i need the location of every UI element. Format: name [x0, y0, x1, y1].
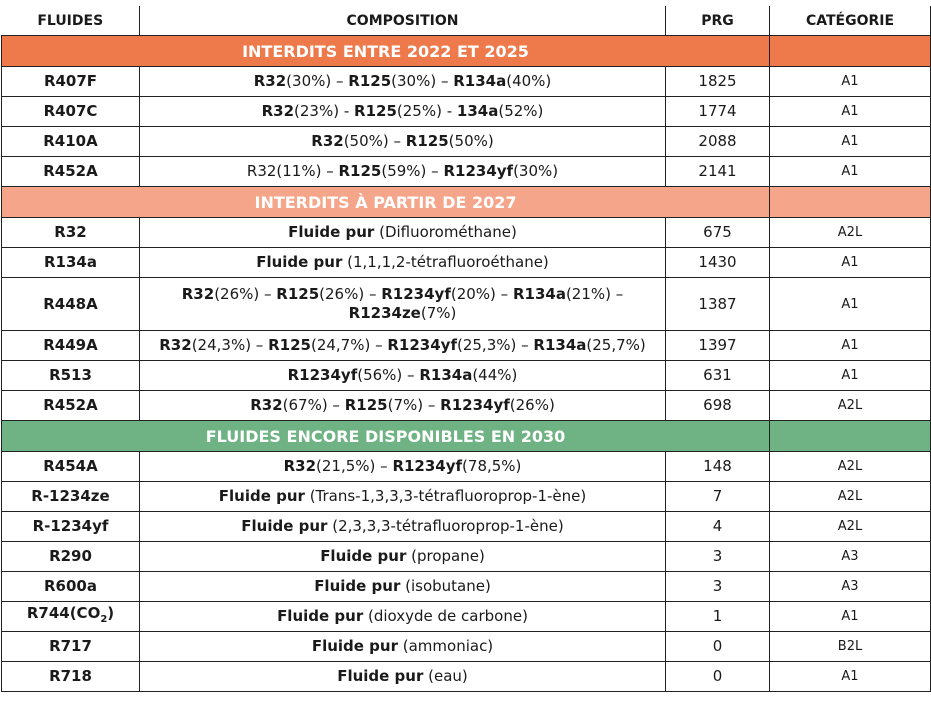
- category-value: A1: [770, 278, 931, 331]
- composition: [140, 482, 666, 512]
- fluid-name: [2, 361, 140, 391]
- composition: [140, 157, 666, 187]
- section-title-spacer: [770, 421, 931, 452]
- fluid-name: [2, 482, 140, 512]
- fluid-code: R410A: [43, 132, 98, 150]
- component-name: R32: [159, 336, 192, 354]
- fluid-name: [2, 512, 140, 542]
- fluid-code: R600a: [44, 577, 97, 595]
- table-row: [2, 97, 931, 127]
- composition: [140, 512, 666, 542]
- fluid-name: [2, 278, 140, 331]
- fluid-code: R134a: [44, 253, 97, 271]
- prg-value: 0: [666, 662, 770, 692]
- fluid-name: [2, 248, 140, 278]
- prg-value: 1397: [666, 331, 770, 361]
- component-name: R32: [283, 457, 317, 475]
- category-value: A1: [770, 331, 931, 361]
- fluid-name: [2, 542, 140, 572]
- fluid-name: [2, 67, 140, 97]
- category-value: A3: [770, 542, 931, 572]
- prg-value: 3: [666, 542, 770, 572]
- prg-value: 3: [666, 572, 770, 602]
- component-text: (7%) –: [387, 396, 441, 414]
- fluid-name: [2, 572, 140, 602]
- table-row: [2, 331, 931, 361]
- section-title: INTERDITS ENTRE 2022 ET 2025: [2, 36, 770, 67]
- composition: [140, 602, 666, 632]
- category-value: A1: [770, 361, 931, 391]
- table-row: [2, 662, 931, 692]
- header-categorie: CATÉGORIE: [770, 6, 931, 36]
- component-text: (26%): [509, 396, 555, 414]
- component-name: R32: [181, 285, 215, 303]
- prg-value: 1387: [666, 278, 770, 331]
- component-text: (26%) –: [214, 285, 277, 303]
- fluid-code: R452A: [43, 396, 98, 414]
- prg-value: 698: [666, 391, 770, 421]
- table-row: [2, 248, 931, 278]
- fluid-name: [2, 452, 140, 482]
- section-title-spacer: [770, 36, 931, 67]
- component-text: (21,5%) –: [316, 457, 393, 475]
- category-value: A2L: [770, 452, 931, 482]
- component-text: (78,5%): [462, 457, 522, 475]
- fluid-code: R449A: [43, 336, 98, 354]
- component-text: (25,3%) –: [456, 336, 534, 354]
- category-value: A1: [770, 602, 931, 632]
- component-name: R125: [276, 285, 320, 303]
- prg-value: 2141: [666, 157, 770, 187]
- component-name: R134a: [533, 336, 587, 354]
- fluid-name: [2, 662, 140, 692]
- component-name: Fluide pur: [277, 607, 364, 625]
- composition: [140, 361, 666, 391]
- header-fluides: FLUIDES: [2, 6, 140, 36]
- prg-value: 1774: [666, 97, 770, 127]
- fluid-code: R-1234ze: [31, 487, 110, 505]
- component-text: (44%): [472, 366, 518, 384]
- component-name: R125: [354, 102, 397, 120]
- section-title-spacer: [770, 187, 931, 218]
- fluid-name: [2, 602, 140, 632]
- fluid-code: R290: [49, 547, 92, 565]
- component-name: R125: [344, 396, 388, 414]
- table-body: [2, 36, 931, 692]
- category-value: A1: [770, 157, 931, 187]
- component-name: Fluide pur: [241, 517, 328, 535]
- header-composition: COMPOSITION: [140, 6, 666, 36]
- table-row: [2, 278, 931, 331]
- component-name: R32: [250, 396, 283, 414]
- fluid-name: [2, 97, 140, 127]
- composition: [140, 278, 666, 331]
- component-text: (67%) –: [282, 396, 345, 414]
- component-text: (propane): [406, 547, 485, 565]
- component-text: (59%) –: [381, 162, 444, 180]
- component-text: (ammoniac): [397, 637, 494, 655]
- component-name: R1234yf: [443, 162, 514, 180]
- composition: [140, 218, 666, 248]
- table-row: [2, 482, 931, 512]
- fluid-code: R744(CO: [26, 604, 101, 622]
- composition: [140, 248, 666, 278]
- composition: [140, 572, 666, 602]
- section-title: INTERDITS À PARTIR DE 2027: [2, 187, 770, 218]
- component-text: (21%) –: [565, 285, 624, 303]
- fluid-code-end: ): [107, 604, 115, 622]
- section-title: FLUIDES ENCORE DISPONIBLES EN 2030: [2, 421, 770, 452]
- component-name: Fluide pur: [218, 487, 305, 505]
- component-text: (23%) -: [294, 102, 355, 120]
- component-name: Fluide pur: [288, 223, 375, 241]
- fluid-code: R407C: [43, 102, 98, 120]
- category-value: A2L: [770, 218, 931, 248]
- component-text: (dioxyde de carbone): [363, 607, 528, 625]
- table-row: [2, 127, 931, 157]
- fluid-code: R454A: [43, 457, 98, 475]
- component-name: R32: [311, 132, 344, 150]
- category-value: A1: [770, 67, 931, 97]
- component-name: R134a: [453, 72, 507, 90]
- prg-value: 675: [666, 218, 770, 248]
- table-row: [2, 452, 931, 482]
- fluid-code: R513: [49, 366, 92, 384]
- table-row: [2, 512, 931, 542]
- component-text: (24,7%) –: [310, 336, 388, 354]
- component-text: (30%): [513, 162, 559, 180]
- table-row: [2, 361, 931, 391]
- composition: [140, 662, 666, 692]
- component-text: (eau): [423, 667, 468, 685]
- prg-value: 631: [666, 361, 770, 391]
- component-name: R1234yf: [392, 457, 463, 475]
- prg-value: 1: [666, 602, 770, 632]
- component-text: (Trans-1,3,3,3-tétrafluoroprop-1-ène): [304, 487, 587, 505]
- fluid-name: [2, 632, 140, 662]
- composition: [140, 97, 666, 127]
- component-text: (20%) –: [450, 285, 513, 303]
- component-text: (Difluorométhane): [374, 223, 517, 241]
- component-text: (40%): [506, 72, 552, 90]
- table-row: [2, 632, 931, 662]
- component-text: (25,7%): [586, 336, 646, 354]
- fluid-code: R448A: [43, 294, 98, 313]
- component-text: (26%) –: [319, 285, 382, 303]
- fluid-name: [2, 218, 140, 248]
- component-text: (7%): [420, 304, 457, 322]
- composition: [140, 331, 666, 361]
- fluid-name: [2, 331, 140, 361]
- component-text: (1,1,1,2-tétrafluoroéthane): [342, 253, 549, 271]
- table-row: [2, 391, 931, 421]
- prg-value: 2088: [666, 127, 770, 157]
- component-name: Fluide pur: [256, 253, 343, 271]
- composition: [140, 127, 666, 157]
- category-value: B2L: [770, 632, 931, 662]
- category-value: A1: [770, 97, 931, 127]
- component-name: 134a: [456, 102, 499, 120]
- component-name: R125: [268, 336, 311, 354]
- component-name: R134a: [512, 285, 566, 303]
- fluid-code: R407F: [43, 72, 98, 90]
- component-text: (24,3%) –: [191, 336, 269, 354]
- table-row: [2, 67, 931, 97]
- prg-value: 1825: [666, 67, 770, 97]
- header-prg: PRG: [666, 6, 770, 36]
- component-name: Fluide pur: [311, 637, 398, 655]
- category-value: A1: [770, 127, 931, 157]
- refrigerant-table: [1, 6, 931, 692]
- component-name: Fluide pur: [337, 667, 424, 685]
- composition: [140, 67, 666, 97]
- composition: [140, 542, 666, 572]
- fluid-name: [2, 127, 140, 157]
- category-value: A2L: [770, 482, 931, 512]
- component-text: (50%) –: [343, 132, 406, 150]
- prg-value: 1430: [666, 248, 770, 278]
- component-text: (52%): [498, 102, 544, 120]
- component-text: R32(11%) –: [246, 162, 339, 180]
- component-text: (isobutane): [400, 577, 491, 595]
- component-text: (50%): [448, 132, 494, 150]
- fluid-code: R452A: [43, 162, 98, 180]
- fluid-name: [2, 157, 140, 187]
- component-name: R1234ze: [348, 304, 421, 322]
- composition: [140, 391, 666, 421]
- component-name: R32: [253, 72, 287, 90]
- table-row: [2, 602, 931, 632]
- component-name: R125: [348, 72, 392, 90]
- category-value: A1: [770, 662, 931, 692]
- fluid-code: R718: [49, 667, 92, 685]
- component-name: R1234yf: [287, 366, 358, 384]
- header-row: [2, 6, 931, 36]
- prg-value: 0: [666, 632, 770, 662]
- composition: [140, 632, 666, 662]
- fluid-code: R-1234yf: [32, 517, 109, 535]
- component-text: (56%) –: [357, 366, 420, 384]
- category-value: A2L: [770, 512, 931, 542]
- category-value: A3: [770, 572, 931, 602]
- component-name: R1234yf: [387, 336, 457, 354]
- component-name: R125: [338, 162, 382, 180]
- fluid-code: R32: [54, 223, 87, 241]
- component-text: (30%) –: [286, 72, 349, 90]
- component-name: Fluide pur: [320, 547, 407, 565]
- fluid-name: [2, 391, 140, 421]
- category-value: A2L: [770, 391, 931, 421]
- component-name: R125: [405, 132, 449, 150]
- component-text: (25%) -: [396, 102, 457, 120]
- table-row: [2, 218, 931, 248]
- component-name: Fluide pur: [314, 577, 401, 595]
- table-row: [2, 542, 931, 572]
- prg-value: 7: [666, 482, 770, 512]
- table-row: [2, 572, 931, 602]
- prg-value: 148: [666, 452, 770, 482]
- section-header-row: [2, 421, 931, 452]
- component-text: (2,3,3,3-tétrafluoroprop-1-ène): [327, 517, 564, 535]
- component-name: R1234yf: [381, 285, 451, 303]
- composition: [140, 452, 666, 482]
- table-row: [2, 157, 931, 187]
- fluid-code: R717: [49, 637, 92, 655]
- component-name: R134a: [419, 366, 473, 384]
- component-name: R32: [261, 102, 295, 120]
- section-header-row: [2, 187, 931, 218]
- component-name: R1234yf: [440, 396, 510, 414]
- category-value: A1: [770, 248, 931, 278]
- fluid-subscript: 2: [100, 614, 108, 625]
- prg-value: 4: [666, 512, 770, 542]
- component-text: (30%) –: [391, 72, 454, 90]
- section-header-row: [2, 36, 931, 67]
